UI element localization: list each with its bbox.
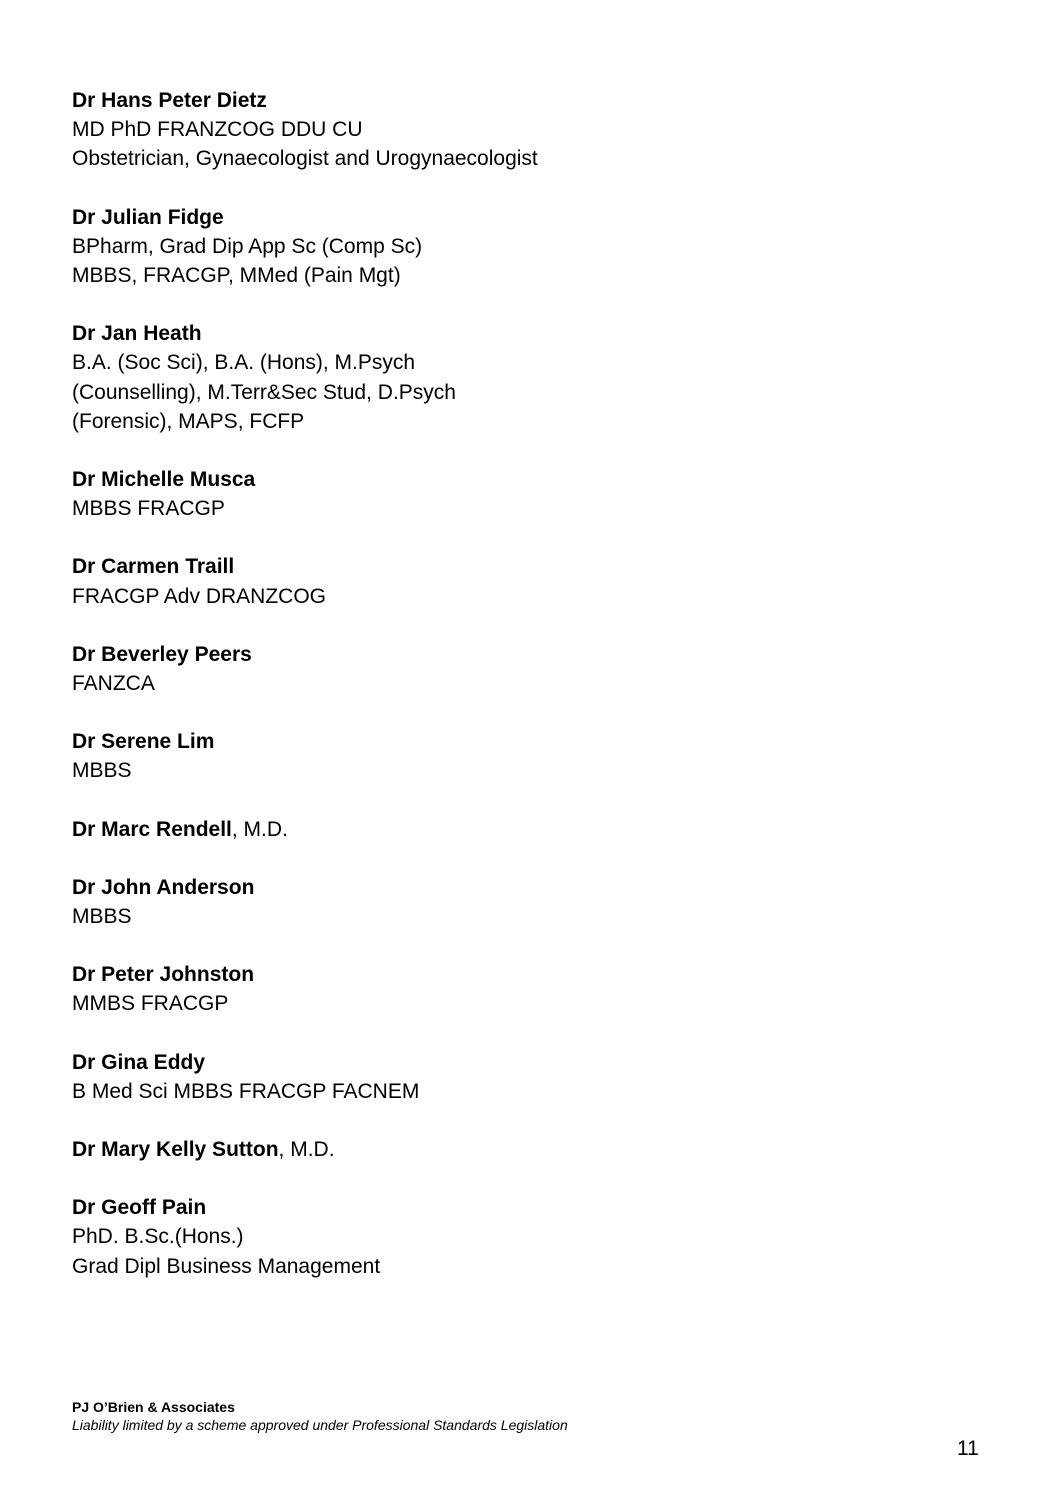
person-credential-line: Grad Dipl Business Management: [72, 1254, 381, 1278]
person-name-line: [72, 873, 972, 902]
person-suffix: , M.D.: [278, 1138, 335, 1162]
person-name-line: [72, 1135, 972, 1164]
person-credential-line: B Med Sci MBBS FRACGP FACNEM: [72, 1079, 420, 1103]
person-name-line: [72, 86, 972, 115]
person-name-line: [72, 552, 972, 581]
person-credential-line: MBBS, FRACGP, MMed (Pain Mgt): [72, 264, 401, 288]
person-name-line: [72, 465, 972, 494]
page-footer: [72, 1398, 568, 1434]
person-entry: [72, 319, 972, 436]
person-name-line: [72, 319, 972, 348]
person-credential-line: MMBS FRACGP: [72, 992, 229, 1016]
person-name-line: [72, 1193, 972, 1222]
person-credential-line: FANZCA: [72, 672, 155, 696]
person-entry: [72, 1048, 972, 1106]
person-name: Dr Peter Johnston: [72, 963, 255, 987]
person-name: Dr Beverley Peers: [72, 642, 252, 666]
person-entry: [72, 873, 972, 931]
person-entry: [72, 640, 972, 698]
page-number: 11: [957, 1437, 979, 1460]
person-name: Dr Marc Rendell: [72, 817, 232, 841]
person-entry: [72, 86, 972, 174]
person-name-line: [72, 640, 972, 669]
person-entry: [72, 552, 972, 610]
person-credential-line: MBBS: [72, 759, 132, 783]
footer-firm-name: PJ O’Brien & Associates: [72, 1399, 235, 1415]
person-name-line: [72, 960, 972, 989]
person-entry: [72, 1135, 972, 1164]
person-name-line: [72, 1048, 972, 1077]
person-name: Dr John Anderson: [72, 875, 255, 899]
person-name-line: [72, 203, 972, 232]
person-credential-line: Obstetrician, Gynaecologist and Urogynaecologist: [72, 147, 538, 171]
person-name: Dr Jan Heath: [72, 322, 202, 346]
person-entry: [72, 815, 972, 844]
person-credential-line: FRACGP Adv DRANZCOG: [72, 584, 326, 608]
person-entry: [72, 1193, 972, 1281]
person-name: Dr Mary Kelly Sutton: [72, 1138, 279, 1162]
person-name-line: [72, 727, 972, 756]
person-entry: [72, 203, 972, 291]
people-list: [72, 86, 972, 1310]
person-name: Dr Carmen Traill: [72, 555, 235, 579]
person-credential-line: (Forensic), MAPS, FCFP: [72, 409, 305, 433]
person-credential-line: MBBS FRACGP: [72, 497, 225, 521]
person-entry: [72, 727, 972, 785]
person-suffix: , M.D.: [231, 817, 288, 841]
person-name: Dr Julian Fidge: [72, 205, 224, 229]
person-credential-line: PhD. B.Sc.(Hons.): [72, 1225, 244, 1249]
person-name: Dr Hans Peter Dietz: [72, 89, 267, 112]
person-credential-line: B.A. (Soc Sci), B.A. (Hons), M.Psych: [72, 351, 416, 375]
person-entry: [72, 960, 972, 1018]
person-name: Dr Michelle Musca: [72, 468, 256, 492]
person-credential-line: MD PhD FRANZCOG DDU CU: [72, 118, 363, 142]
person-name: Dr Gina Eddy: [72, 1050, 206, 1074]
person-credential-line: MBBS: [72, 905, 132, 929]
person-name: Dr Serene Lim: [72, 730, 215, 754]
person-entry: [72, 465, 972, 523]
person-credential-line: BPharm, Grad Dip App Sc (Comp Sc): [72, 234, 423, 258]
person-credential-line: (Counselling), M.Terr&Sec Stud, D.Psych: [72, 380, 456, 404]
footer-liability-note: Liability limited by a scheme approved under Professional Standards Legislation: [72, 1417, 568, 1433]
person-name: Dr Geoff Pain: [72, 1196, 207, 1220]
person-name-line: [72, 815, 972, 844]
